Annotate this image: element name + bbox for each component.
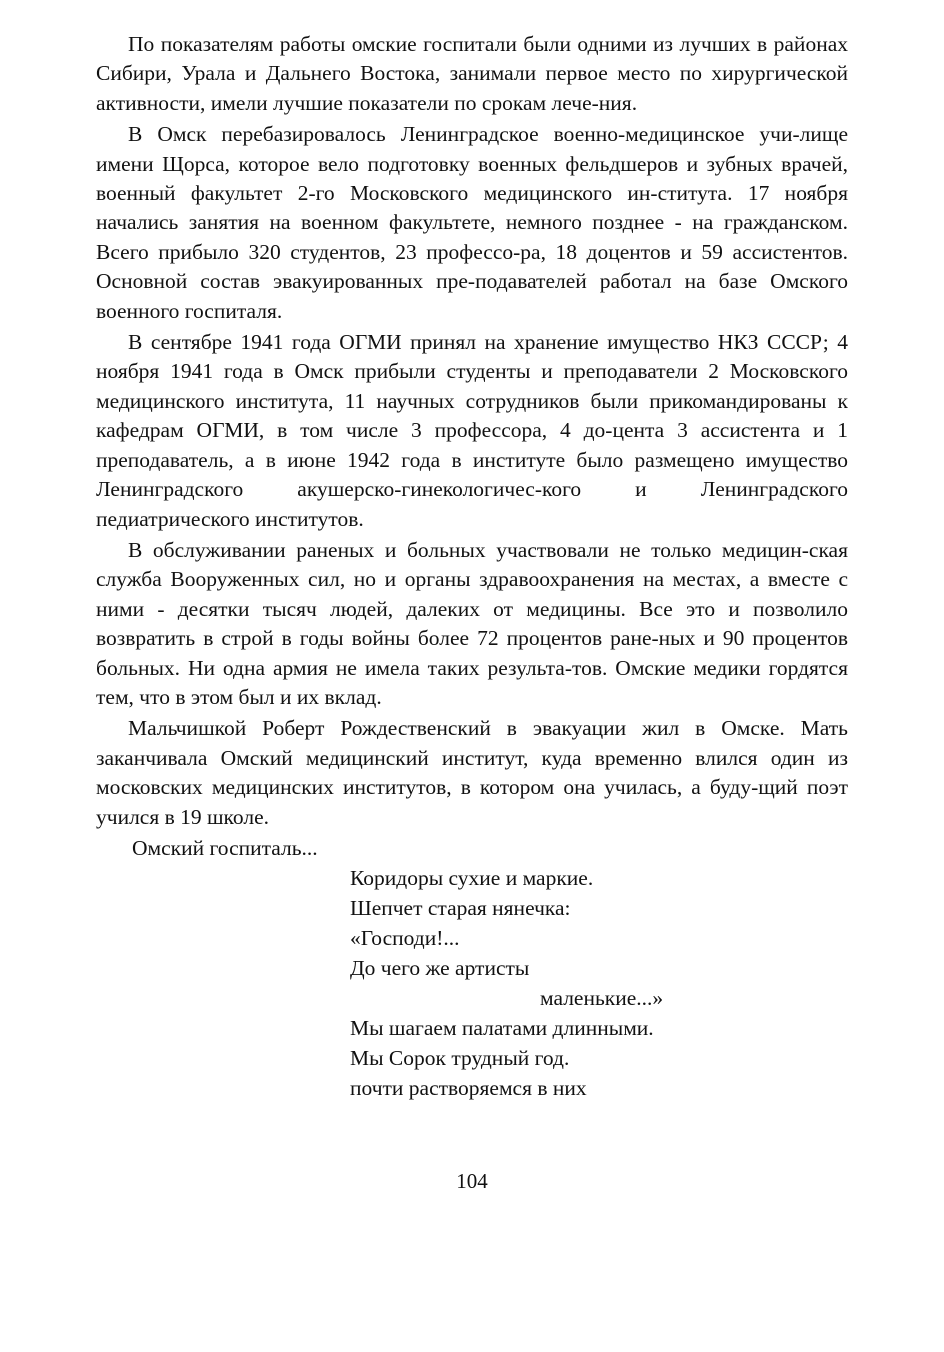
paragraph-relocated-schools: В Омск перебазировалось Ленинградское военно-медицинское учи-лище имени Щорса, которое вело подготовку военных фельдшеров и зубных врачей, военный факультет 2-го Московского медицинского ин-ститута. 17 ноября начались занятия на военном факультете, немного позднее - на гражданском. Всего прибыло 320 студентов, 23 профессо-ра, 18 доцентов и 59 ассистентов. Основной состав эвакуированных пре-подавателей работал на базе Омского военного госпиталя. bbox=[96, 122, 848, 323]
poem-lead-line: Омский госпиталь... bbox=[132, 835, 318, 860]
poem-line: Мы шагаем палатами длинными. bbox=[350, 1016, 654, 1041]
page-number: 104 bbox=[456, 1169, 488, 1193]
poem-line: маленькие...» bbox=[540, 986, 664, 1011]
page-content bbox=[96, 30, 848, 1103]
poem-block bbox=[96, 863, 848, 1103]
poem-line: почти растворяемся в них bbox=[350, 1076, 587, 1101]
poem-line: «Господи!... bbox=[350, 926, 460, 951]
paragraph-rozhdestvensky: Мальчишкой Роберт Рождественский в эвакуации жил в Омске. Мать заканчивала Омский медицинский институт, куда временно влился один из московских медицинских институтов, в котором она училась, а буду-щий поэт учился в 19 школе. bbox=[96, 716, 848, 829]
paragraph-hospital-performance: По показателям работы омские госпитали были одними из лучших в районах Сибири, Урала и Дальнего Востока, занимали первое место по хирургической активности, имели лучшие показатели по срокам лече-ния. bbox=[96, 32, 848, 115]
poem-line: Мы Сорок трудный год. bbox=[350, 1046, 570, 1071]
paragraph-ogmi-1941: В сентябре 1941 года ОГМИ принял на хранение имущество НКЗ СССР; 4 ноября 1941 года в Омск прибыли студенты и преподаватели 2 Московского медицинского института, 11 научных сотрудников были прикомандированы к кафедрам ОГМИ, в том числе 3 профессора, 4 до-цента 3 ассистента и 1 преподаватель, а в июне 1942 года в институте было размещено имущество Ленинградского акушерско-гинекологичес-кого и Ленинградского педиатрического институтов. bbox=[96, 330, 848, 531]
poem-line: До чего же артисты bbox=[350, 956, 530, 981]
paragraph-wounded-care: В обслуживании раненых и больных участвовали не только медицин-ская служба Вооруженных сил, но и органы здравоохранения на местах, а вместе с ними - десятки тысяч людей, далеких от медицины. Все это и позволило возвратить в строй в годы войны более 72 процентов ране-ных и 90 процентов больных. Ни одна армия не имела таких результа-тов. Омские медики гордятся тем, что в этом был и их вклад. bbox=[96, 537, 848, 709]
poem-line: Коридоры сухие и маркие. bbox=[350, 866, 594, 891]
poem-line: Шепчет старая нянечка: bbox=[350, 896, 571, 921]
